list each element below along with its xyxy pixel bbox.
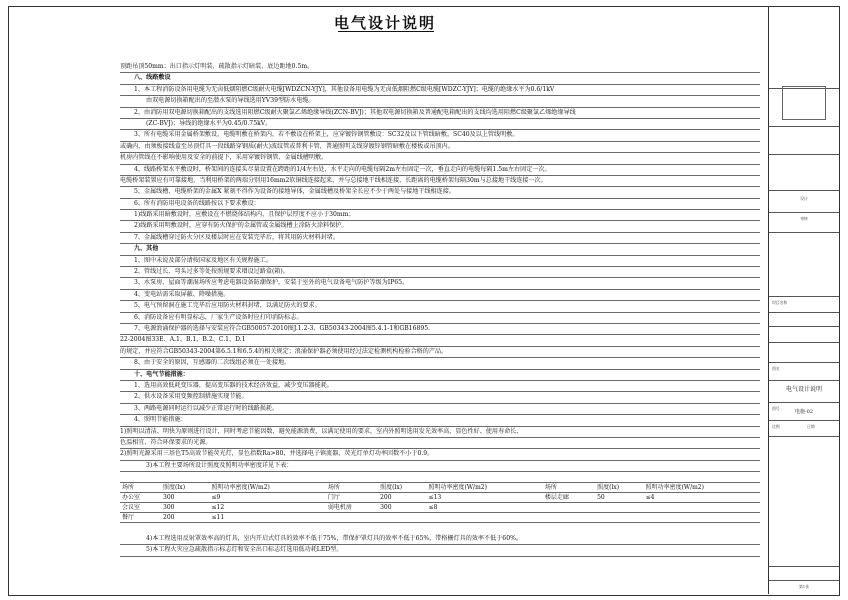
note-line: 7、电源浪涌保护器的选择与安装应符合GB50057-2010图J.1.2-3、GB50343-2004图5.4.1-1和GB16895.	[120, 324, 760, 335]
note-line: 3)本工程主要场所设计照度及照明功率密度详见下表：	[120, 461, 760, 472]
table-header-cell: 照明功率密度(W/m2)	[644, 483, 760, 493]
note-line: 电缆桥架装置应有可靠接地，当利用桥架的两端分别用16mm2软铜线连接起来，并与总接地干线相连接，长距离的电缆桥架每隔30m与总接地干线连接一次。	[120, 176, 760, 187]
table-header-cell: 照明功率密度(W/m2)	[427, 483, 543, 493]
tb-date-label: 日期	[807, 424, 815, 429]
note-line: 6、消防设备应有明显标志，厂家生产设备时应打印消防标志。	[120, 313, 760, 324]
note-line: 1)线路采用暗敷设时，应敷设在不燃烧体结构内，且保护层厚度不应小于30mm；	[120, 210, 760, 221]
table-cell: 50	[595, 493, 643, 503]
table-cell: 楼层走廊	[543, 493, 595, 503]
tb-drawing-no-label: 图号	[772, 406, 780, 411]
note-line: 的规定，并应符合GB50343-2004第6.5.1和6.5.4的相关规定；浪涌保护器必须使用经过法定检测机构检验合格的产品。	[120, 347, 760, 358]
note-line: 2、供水设备采用变频控制措施实现节能。	[120, 392, 760, 403]
note-line: 3、水泵房、屋面等潮湿场所应考虑电器设备防潮保护，安装于室外的电气设备电气防护等级为IP65。	[120, 278, 760, 289]
table-cell: 弱电机房	[326, 503, 378, 513]
note-line: 3、两路电源同时运行以减少正常运行时的线路损耗。	[120, 404, 760, 415]
table-cell	[595, 503, 643, 513]
table-cell: 办公室	[120, 493, 161, 503]
table-cell	[543, 513, 595, 523]
table-row	[120, 503, 760, 513]
footer-line: 5)本工程火灾应急疏散指示标志灯和安全出口标志灯选用低功耗LED型。	[120, 545, 760, 556]
note-line: 2)线路采用明敷设时，应穿有防火保护的金属管或金属线槽上涂防火涂料保护。	[120, 221, 760, 232]
tb-check-label: 审核	[800, 216, 808, 221]
table-cell: ≤13	[427, 493, 543, 503]
table-cell: ≤12	[210, 503, 326, 513]
table-cell: 300	[161, 493, 209, 503]
design-notes	[120, 62, 760, 472]
note-line: 顶距吊顶50mm；出口指示灯明装，疏散指示灯暗装，底边距地0.5m。	[120, 62, 760, 73]
tb-drawing-title: 电气设计说明	[785, 386, 822, 393]
note-line: 八、线路敷设	[120, 73, 760, 84]
table-header-cell: 场所	[326, 483, 378, 493]
lighting-table	[120, 482, 760, 523]
table-header-cell: 照度(lx)	[161, 483, 209, 493]
tb-scale-label: 比例	[772, 424, 780, 429]
stamp-box	[782, 86, 826, 120]
title-underline	[338, 31, 434, 32]
tb-drawing-label: 图名	[772, 366, 780, 371]
note-line: 色温相宜、符合环保要求的光源。	[120, 438, 760, 449]
table-cell	[543, 503, 595, 513]
table-cell: 200	[161, 513, 209, 523]
table-cell	[595, 513, 643, 523]
note-line: 或确内，由须板接线盒至吊顶灯具一段线路穿钢质(耐火)波纹管或普利卡管，普通照明支线穿镀锌钢管暗敷在楼板或吊顶内。	[120, 142, 760, 153]
table-cell	[644, 513, 760, 523]
table-cell	[326, 513, 378, 523]
note-line: 2、管线过长、弯头过多等处按照规要求增设过路盒(箱)。	[120, 267, 760, 278]
note-line: 2)照明光源采用三基色T5高效节能荧光灯，显色指数Ra>80，并选择电子镇流器，荧光灯单灯功率因数不小于0.9。	[120, 449, 760, 460]
note-line: 1、图中未说及部分请按国家及地区有关规程施工。	[120, 256, 760, 267]
note-line: (ZC-BVJ)；导线的绝缘水平为0.45/0.75kV。	[120, 119, 760, 130]
table-cell	[644, 503, 760, 513]
note-line: 5、金属线槽、电缆桥架的金属X 紧刻不得作为设备的接地导体，金属线槽及桥架全长应不少于两处与接地干线相连接。	[120, 187, 760, 198]
note-line: 22-2004图33E、A.1、B.1、B.2、C.1、D.1	[120, 335, 760, 346]
table-header-cell: 照度(lx)	[378, 483, 426, 493]
note-line: 4、照明节能措施：	[120, 415, 760, 426]
note-line: 机房内管线在不影响使用及安全的前提下，采用穿镀锌钢管、金属线槽明敷。	[120, 153, 760, 164]
note-line: 4、线路桥架水平敷设时，桥架间的连接头尽量设置在跨距的1/4左右处，水平走向的电缆每隔2m左右固定一次，垂直走向的电缆每隔1.5m左右固定一次。	[120, 165, 760, 176]
footer-line: 4)本工程选用反射罩效率高的灯具，室内开启式灯具的效率不低于75%，带保护罩灯具的效率不低于65%，带格栅灯具的效率不低于60%。	[120, 534, 760, 545]
table-cell: 餐厅	[120, 513, 161, 523]
table-cell: 门厅	[326, 493, 378, 503]
table-cell: 300	[378, 503, 426, 513]
note-line: 十、电气节能措施：	[120, 370, 760, 381]
note-line: 3、所有电缆采用金属桥架敷设，电缆明敷在桥架内，若不敷设在桥架上，应穿镀锌钢管敷设：SC32及以下管线暗敷，SC40及以上管线明敷。	[120, 130, 760, 141]
page-title: 电气设计说明	[333, 14, 436, 32]
note-line: 7、金属线槽穿过防火分区及楼层时应在安装完毕后，将其用防火材料封堵。	[120, 233, 760, 244]
note-line: 九、其他	[120, 244, 760, 255]
tb-project-label: 项目名称	[772, 300, 788, 305]
table-header-cell: 照度(lx)	[595, 483, 643, 493]
note-line: 1、选用高效低耗变压器，提高变压器的技术经济效益，减少变压器能耗。	[120, 381, 760, 392]
table-header-cell: 场所	[120, 483, 161, 493]
table-header-cell: 场所	[543, 483, 595, 493]
table-row	[120, 493, 760, 503]
note-line: 5、电气预留洞在施工完毕后应用防火材料封堵，以满足防火的要求。	[120, 301, 760, 312]
note-line: 由双电源切换箱配出的至潜水泵的导线选用YV39型防水电缆。	[120, 96, 760, 107]
note-line: 2、由消防用双电源切换箱配出的支线选用阻燃C级耐火聚氯乙烯绝缘导线(ZCN-BVJ)；其他双电源切换箱及普通配电箱配出的支线均选用阻燃C级聚氯乙烯绝缘导线	[120, 108, 760, 119]
table-cell: ≤4	[644, 493, 760, 503]
table-cell: ≤8	[427, 503, 543, 513]
table-cell: 300	[161, 503, 209, 513]
table-cell: ≤11	[210, 513, 326, 523]
table-cell: ≤9	[210, 493, 326, 503]
table-cell: 会议室	[120, 503, 161, 513]
table-header-cell: 照明功率密度(W/m2)	[210, 483, 326, 493]
tb-sheet-label: 第1张	[798, 584, 809, 589]
note-line: 1、本工程消防设备用电缆为无卤低烟阻燃C级耐火电缆[WDZCN-YJY]，其他设备用电缆为无卤低烟阻燃C级电缆[WDZC-YJY]；电缆的绝缘水平为0.6/1kV	[120, 85, 760, 96]
tb-design-label: 设计	[800, 196, 808, 201]
note-line: 1)照明以清洁、明快为原则进行设计，同时考虑节能因数，避免能源浪费，以满足使用的要求，室内外照明选用发光效率高、显色性好、使用寿命长、	[120, 427, 760, 438]
note-line: 6、所有消防用电设备的线路按以下要求敷设：	[120, 199, 760, 210]
tb-drawing-no: 电施-02	[794, 409, 814, 415]
footer-notes	[120, 534, 760, 557]
table-cell	[427, 513, 543, 523]
note-line: 4、变电站需采取屏蔽、降噪措施。	[120, 290, 760, 301]
note-line: 8、由于安全的原因，互感器的二次线组必须在一处接地。	[120, 358, 760, 369]
table-row	[120, 513, 760, 523]
table-cell: 200	[378, 493, 426, 503]
table-cell	[378, 513, 426, 523]
